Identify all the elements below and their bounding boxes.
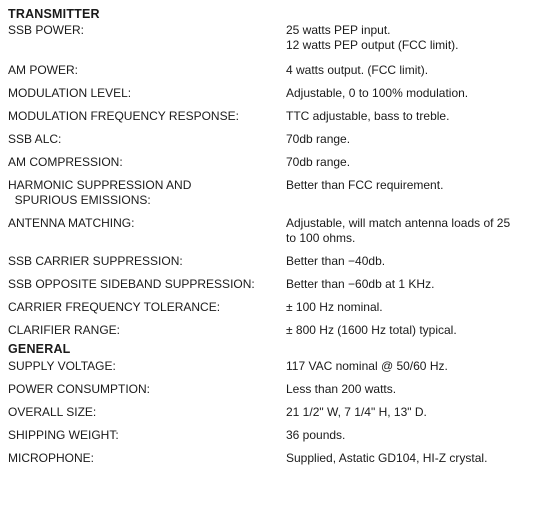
section-heading-transmitter: TRANSMITTER (8, 7, 100, 21)
spec-value: 21 1/2" W, 7 1/4" H, 13" D. (286, 405, 427, 419)
spec-row-power-consumption (8, 382, 538, 397)
spec-row-harmonic-suppression (8, 178, 538, 208)
section-heading-general: GENERAL (8, 342, 71, 356)
spec-value: ± 100 Hz nominal. (286, 300, 383, 314)
spec-label: CLARIFIER RANGE: (8, 323, 121, 337)
spec-row-ssb-carrier-suppression (8, 254, 538, 269)
section-general (8, 341, 538, 466)
spec-value: 25 watts PEP input. 12 watts PEP output (FCC limit). (286, 23, 459, 52)
spec-label: POWER CONSUMPTION: (8, 382, 151, 396)
spec-value: Less than 200 watts. (286, 382, 397, 396)
spec-label: HARMONIC SUPPRESSION AND SPURIOUS EMISSIONS: (8, 178, 192, 207)
spec-value: 70db range. (286, 155, 351, 169)
spec-label: SSB POWER: (8, 23, 85, 37)
spec-label: CARRIER FREQUENCY TOLERANCE: (8, 300, 221, 314)
spec-row-antenna-matching (8, 216, 538, 246)
spec-row-supply-voltage (8, 359, 538, 374)
spec-row-carrier-frequency-tolerance (8, 300, 538, 315)
spec-label: MODULATION FREQUENCY RESPONSE: (8, 109, 239, 123)
spec-row-microphone (8, 451, 538, 466)
spec-row-ssb-opposite-sideband-suppression (8, 277, 538, 292)
spec-value: Better than −40db. (286, 254, 386, 268)
spec-label: ANTENNA MATCHING: (8, 216, 135, 230)
spec-sheet (8, 6, 538, 466)
spec-label: SHIPPING WEIGHT: (8, 428, 119, 442)
section-transmitter (8, 6, 538, 338)
spec-label: SSB ALC: (8, 132, 62, 146)
spec-value: Better than FCC requirement. (286, 178, 444, 192)
spec-label: SSB OPPOSITE SIDEBAND SUPPRESSION: (8, 277, 255, 291)
spec-row-modulation-level (8, 86, 538, 101)
spec-value: 70db range. (286, 132, 351, 146)
spec-label: SSB CARRIER SUPPRESSION: (8, 254, 183, 268)
spec-row-overall-size (8, 405, 538, 420)
spec-row-modulation-frequency-response (8, 109, 538, 124)
spec-row-ssb-alc (8, 132, 538, 147)
spec-value: ± 800 Hz (1600 Hz total) typical. (286, 323, 457, 337)
spec-row-shipping-weight (8, 428, 538, 443)
spec-value: 117 VAC nominal @ 50/60 Hz. (286, 359, 448, 373)
spec-row-am-compression (8, 155, 538, 170)
spec-label: AM POWER: (8, 63, 79, 77)
spec-row-am-power (8, 63, 538, 78)
spec-row-clarifier-range (8, 323, 538, 338)
spec-value: 4 watts output. (FCC limit). (286, 63, 429, 77)
spec-label: OVERALL SIZE: (8, 405, 97, 419)
spec-value: Better than −60db at 1 KHz. (286, 277, 435, 291)
spec-value: Adjustable, 0 to 100% modulation. (286, 86, 469, 100)
spec-value: Adjustable, will match antenna loads of 25 to 100 ohms. (286, 216, 511, 245)
spec-label: SUPPLY VOLTAGE: (8, 359, 116, 373)
spec-value: 36 pounds. (286, 428, 346, 442)
spec-value: TTC adjustable, bass to treble. (286, 109, 450, 123)
spec-label: MODULATION LEVEL: (8, 86, 132, 100)
spec-label: AM COMPRESSION: (8, 155, 123, 169)
spec-row-ssb-power (8, 23, 538, 53)
spec-value: Supplied, Astatic GD104, HI-Z crystal. (286, 451, 488, 465)
spec-label: MICROPHONE: (8, 451, 95, 465)
